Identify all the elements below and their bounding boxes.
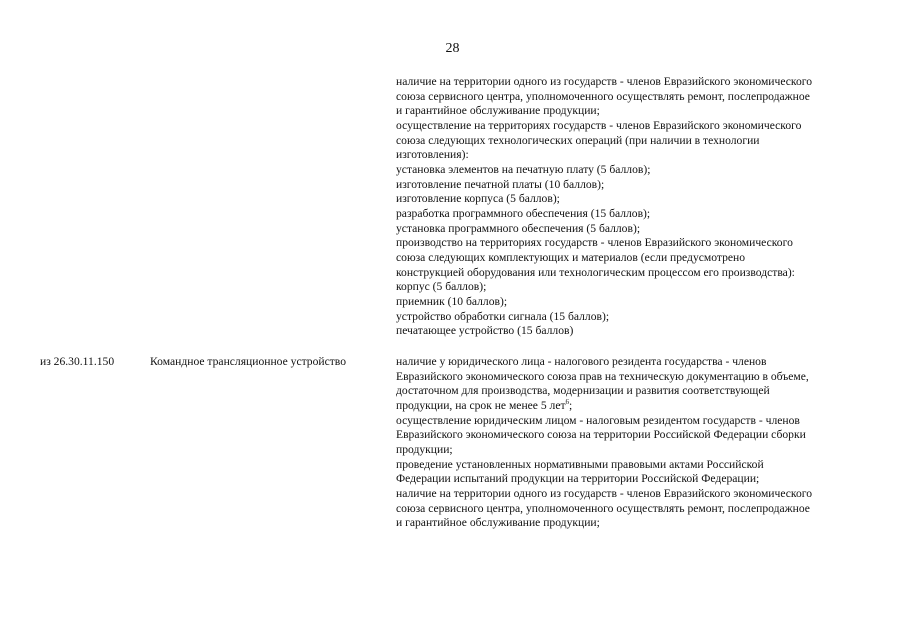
- requirement-line: печатающее устройство (15 баллов): [396, 324, 574, 338]
- requirement-line: Евразийского экономического союза прав на техническую документацию в объеме,: [396, 369, 809, 383]
- requirement-line: Евразийского экономического союза на территории Российской Федерации сборки: [396, 428, 806, 442]
- requirement-line: проведение установленных нормативными правовыми актами Российской: [396, 457, 764, 471]
- product-code: из 26.30.11.150: [40, 355, 115, 368]
- page-number-text: 28: [445, 41, 460, 56]
- requirement-line: приемник (10 баллов);: [396, 294, 508, 308]
- requirement-line: Федерации испытаний продукции на территории Российской Федерации;: [396, 472, 760, 486]
- requirement-line: производство на территориях государств - членов Евразийского экономического: [396, 236, 793, 250]
- requirement-line: достаточном для производства, модернизации и развития соответствующей: [396, 384, 770, 398]
- requirement-line: конструкцией оборудования или технологическим процессом его производства):: [396, 265, 795, 279]
- requirement-line: наличие на территории одного из государств - членов Евразийского экономического: [396, 486, 813, 500]
- requirement-line: осуществление на территориях государств - членов Евразийского экономического: [396, 118, 802, 132]
- requirement-line: корпус (5 баллов);: [396, 280, 487, 294]
- requirement-line: союза сервисного центра, уполномоченного осуществлять ремонт, послепродажное: [396, 501, 810, 515]
- footnote-marker: 6: [565, 398, 570, 407]
- continued-requirements-block: [396, 75, 876, 339]
- requirement-line: установка элементов на печатную плату (5 баллов);: [396, 162, 651, 176]
- requirement-line: разработка программного обеспечения (15 баллов);: [396, 206, 651, 220]
- requirement-line: изготовления):: [396, 148, 469, 162]
- product-name: Командное трансляционное устройство: [150, 355, 346, 368]
- requirement-line: союза сервисного центра, уполномоченного осуществлять ремонт, послепродажное: [396, 89, 810, 103]
- product-requirements-block: [396, 355, 876, 531]
- requirement-line-with-footnote: [396, 399, 876, 414]
- requirement-line: наличие у юридического лица - налогового резидента государства - членов: [396, 355, 767, 368]
- requirement-line: и гарантийное обслуживание продукции;: [396, 516, 600, 530]
- requirement-line: и гарантийное обслуживание продукции;: [396, 104, 600, 118]
- page-number: [0, 39, 905, 59]
- requirement-line: продукции;: [396, 442, 453, 456]
- requirement-line: изготовление печатной платы (10 баллов);: [396, 177, 605, 191]
- requirement-line: установка программного обеспечения (5 баллов);: [396, 221, 641, 235]
- requirement-line: осуществление юридическим лицом - налоговым резидентом государств - членов: [396, 413, 800, 427]
- requirement-line: устройство обработки сигнала (15 баллов);: [396, 309, 610, 323]
- requirement-line: наличие на территории одного из государств - членов Евразийского экономического: [396, 75, 813, 88]
- requirement-text: продукции, на срок не менее 5 лет: [396, 398, 566, 412]
- requirement-punctuation: ;: [569, 398, 573, 412]
- requirement-line: союза следующих технологических операций (при наличии в технологии: [396, 133, 760, 147]
- requirement-line: изготовление корпуса (5 баллов);: [396, 192, 560, 206]
- requirement-line: союза следующих комплектующих и материалов (если предусмотрено: [396, 250, 746, 264]
